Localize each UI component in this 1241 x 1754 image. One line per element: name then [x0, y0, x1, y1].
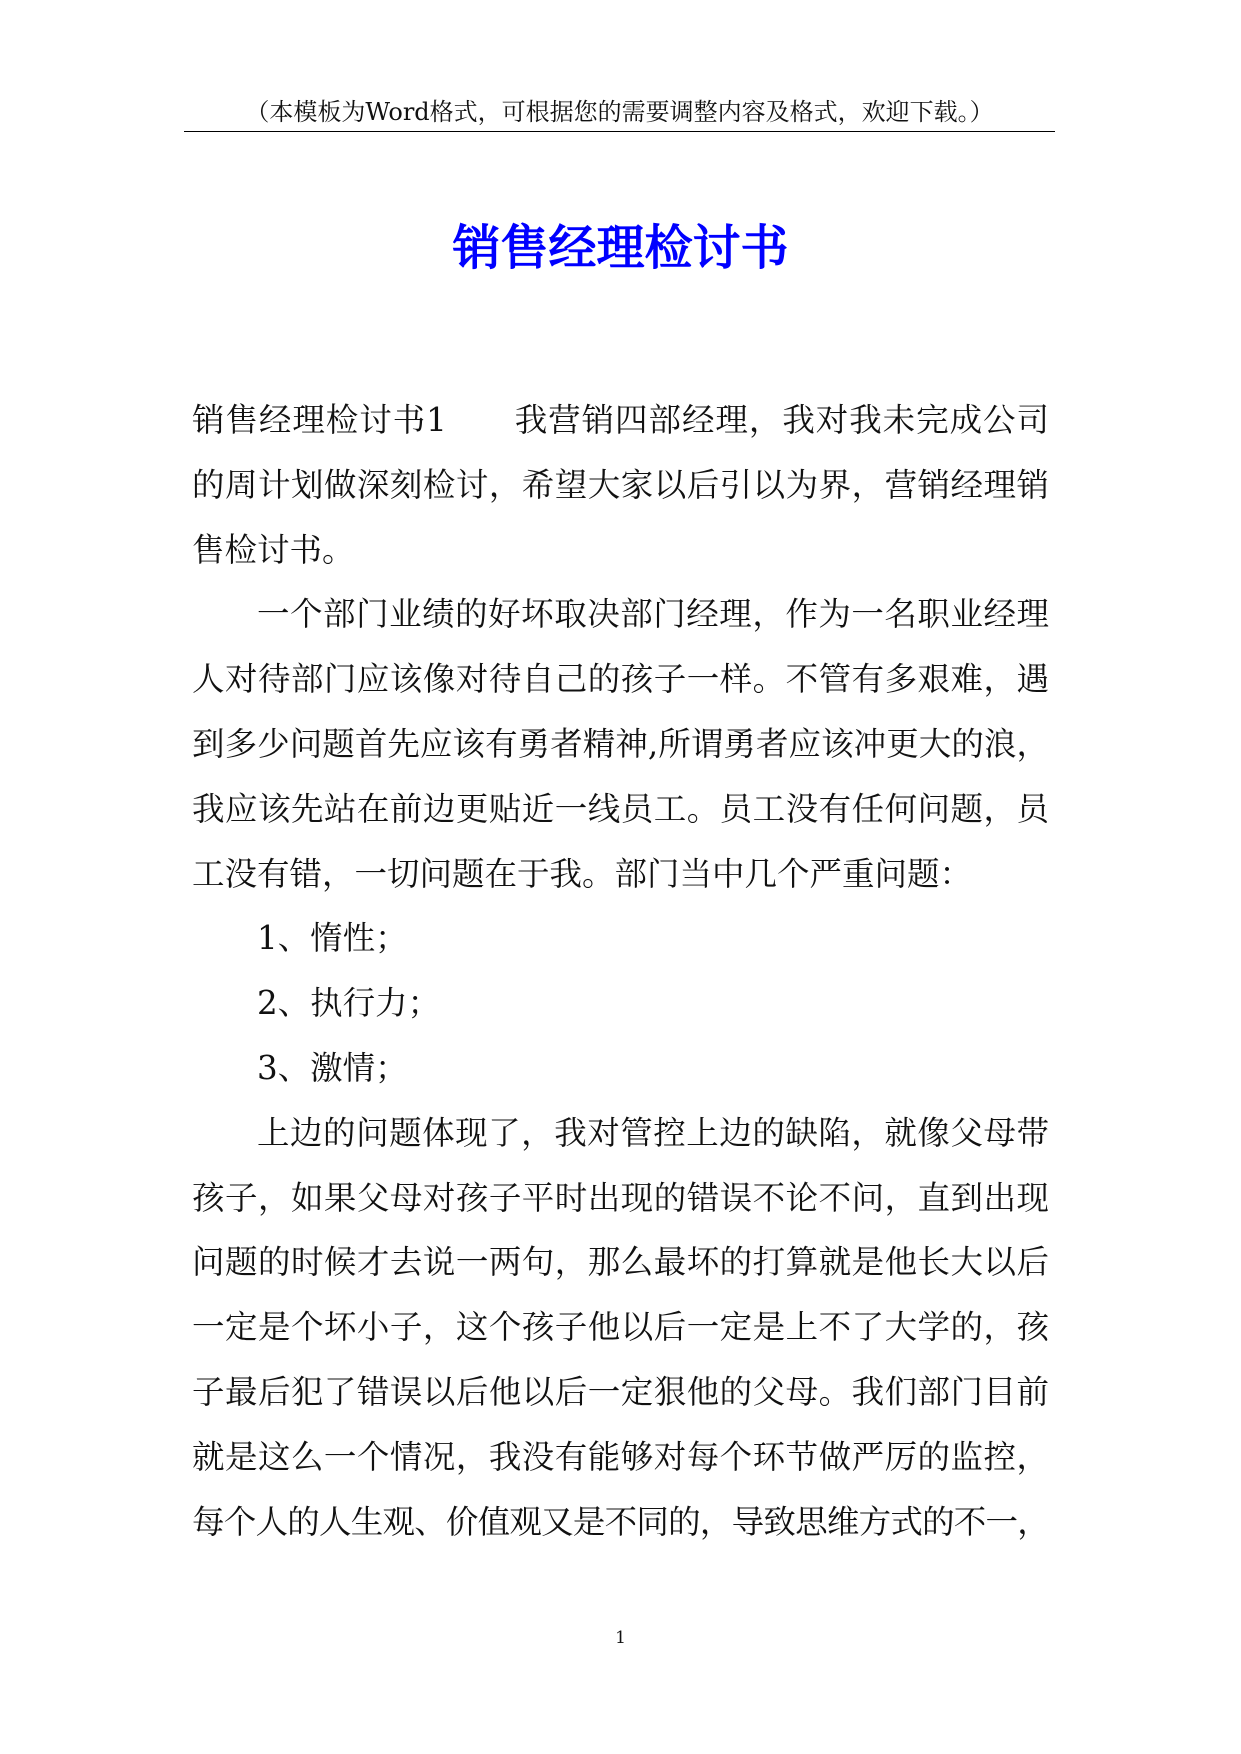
document-body — [192, 388, 1049, 1554]
text-line: 人对待部门应该像对待自己的孩子一样。不管有多艰难，遇 — [192, 660, 1049, 699]
paragraph-intro — [192, 388, 1049, 582]
text-line: 3、激情； — [257, 1048, 408, 1087]
list-item-3 — [192, 1036, 1049, 1101]
paragraph-analysis — [192, 1101, 1049, 1555]
text-line: 一个部门业绩的好坏取决部门经理，作为一名职业经理 — [257, 595, 1049, 634]
text-line: 每个人的人生观、价值观又是不同的，导致思维方式的不一， — [192, 1502, 1049, 1541]
list-item-1 — [192, 906, 1049, 971]
text-line: 我应该先站在前边更贴近一线员工。员工没有任何问题，员 — [192, 789, 1049, 828]
text-line: 的周计划做深刻检讨，希望大家以后引以为界，营销经理销 — [192, 465, 1049, 504]
text-line: 问题的时候才去说一两句，那么最坏的打算就是他长大以后 — [192, 1243, 1049, 1282]
text-line: 上边的问题体现了，我对管控上边的缺陷，就像父母带 — [257, 1113, 1049, 1152]
list-item-2 — [192, 971, 1049, 1036]
text-line: 1、惰性； — [257, 919, 408, 958]
text-line: 就是这么一个情况，我没有能够对每个环节做严厉的监控， — [192, 1437, 1049, 1476]
text-line: 售检讨书。 — [192, 530, 355, 569]
text-line: 孩子，如果父母对孩子平时出现的错误不论不问，直到出现 — [192, 1178, 1049, 1217]
text-line: 2、执行力； — [257, 984, 441, 1023]
header-note: （本模板为Word格式，可根据您的需要调整内容及格式，欢迎下载。） — [245, 98, 994, 126]
text-line: 销售经理检讨书1 我营销四部经理，我对我未完成公司 — [192, 401, 1049, 439]
text-line: 工没有错，一切问题在于我。部门当中几个严重问题： — [192, 854, 973, 893]
page-number: 1 — [615, 1628, 626, 1648]
document-title: 销售经理检讨书 — [452, 220, 789, 276]
text-line: 子最后犯了错误以后他以后一定狠他的父母。我们部门目前 — [192, 1372, 1049, 1411]
text-line: 一定是个坏小子，这个孩子他以后一定是上不了大学的，孩 — [192, 1308, 1049, 1347]
header-divider — [184, 131, 1055, 132]
paragraph-department — [192, 582, 1049, 906]
text-line: 到多少问题首先应该有勇者精神,所谓勇者应该冲更大的浪， — [192, 724, 1049, 763]
